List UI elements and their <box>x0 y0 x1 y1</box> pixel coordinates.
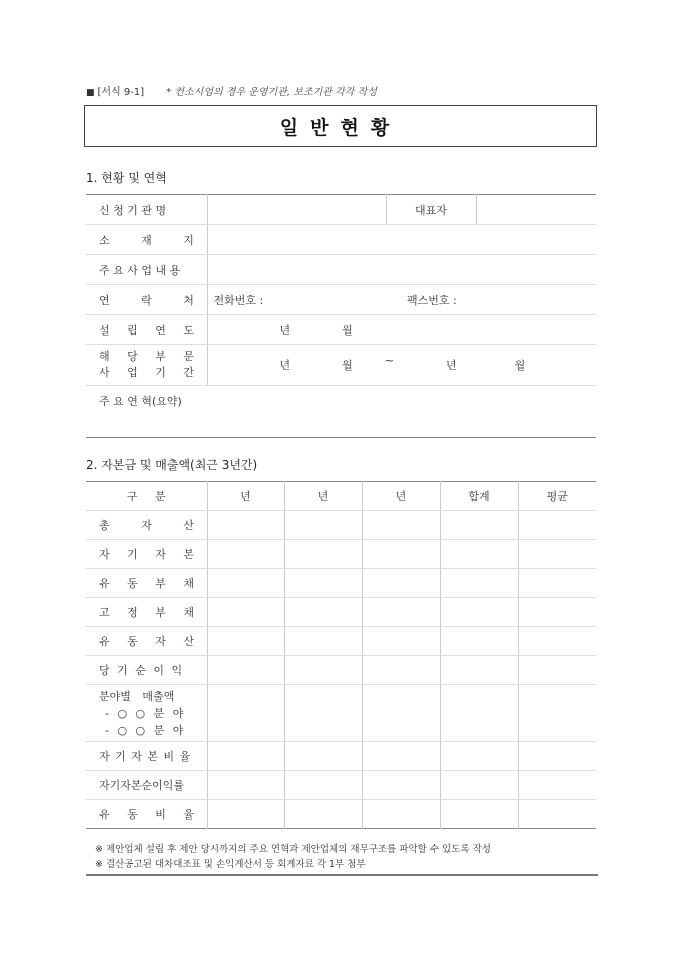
contact-label: 연 락 처 <box>86 285 207 315</box>
cell[interactable] <box>207 569 284 598</box>
footnote: ※ 결산공고된 대차대조표 및 손익계산서 등 회계자료 각 1부 첨부 <box>95 859 366 870</box>
col-header-year: 년 <box>207 482 284 511</box>
month-unit: 월 <box>342 323 353 337</box>
cell[interactable] <box>284 627 362 656</box>
founded-year-label: 설 립 연 도 <box>86 315 207 345</box>
cell[interactable] <box>207 598 284 627</box>
square-bullet-icon: ■ <box>86 88 95 98</box>
cell[interactable] <box>284 742 362 771</box>
table-row <box>86 598 596 627</box>
cell[interactable] <box>440 569 518 598</box>
cell[interactable] <box>518 511 596 540</box>
page-title: 일반현황 <box>84 105 597 147</box>
cell[interactable] <box>362 598 440 627</box>
table-row <box>86 800 596 829</box>
main-business-label: 주 요 사 업 내 용 <box>86 255 207 285</box>
capital-sales-table <box>86 481 596 829</box>
row-label: 총 자 산 <box>86 511 207 540</box>
cell[interactable] <box>362 540 440 569</box>
year-unit: 년 <box>279 323 291 337</box>
main-business-field[interactable] <box>207 255 596 285</box>
cell[interactable] <box>362 656 440 685</box>
representative-field[interactable] <box>476 195 596 225</box>
row-label: 유 동 비 율 <box>99 808 194 821</box>
table-row <box>86 225 596 255</box>
table-row <box>86 627 596 656</box>
cell[interactable] <box>207 540 284 569</box>
footnote: ※ 제안업체 설립 후 제안 당시까지의 주요 연혁과 제안업체의 재무구조를 파악할 수 있도록 작성 <box>95 844 491 855</box>
section2-title: 2. 자본금 및 매출액(최근 3년간) <box>86 458 258 472</box>
tilde: ~ <box>384 354 394 367</box>
table-row <box>86 569 596 598</box>
cell[interactable] <box>440 540 518 569</box>
cell[interactable] <box>284 540 362 569</box>
form-code-line <box>86 83 377 98</box>
table-row <box>86 685 596 742</box>
phone-field[interactable] <box>207 285 386 315</box>
row-label: 유 동 자 산 <box>86 627 207 656</box>
table-row <box>86 195 596 225</box>
cell[interactable] <box>440 771 518 800</box>
cell[interactable] <box>518 540 596 569</box>
business-period-label: 해 당 부 문 사 업 기 간 <box>86 345 207 386</box>
col-header-year: 년 <box>284 482 362 511</box>
cell[interactable] <box>440 742 518 771</box>
cell[interactable] <box>207 771 284 800</box>
table-row <box>86 656 596 685</box>
table-row <box>86 771 596 800</box>
section1-title: 1. 현황 및 연혁 <box>86 171 167 185</box>
row-label: 자 기 자 본 비 율 <box>86 742 207 771</box>
cell[interactable] <box>284 771 362 800</box>
cell[interactable] <box>284 511 362 540</box>
org-name-field[interactable] <box>207 195 386 225</box>
row-label: 자 기 자 본 <box>86 540 207 569</box>
cell[interactable] <box>362 685 440 742</box>
cell[interactable] <box>362 627 440 656</box>
table-row <box>86 345 596 386</box>
founded-year-field[interactable] <box>207 315 596 345</box>
table-row <box>86 540 596 569</box>
business-period-field[interactable] <box>207 345 596 386</box>
cell[interactable] <box>207 511 284 540</box>
cell[interactable] <box>518 771 596 800</box>
col-header-total: 합계 <box>440 482 518 511</box>
fax-field[interactable] <box>386 285 596 315</box>
end-year-unit: 년 <box>446 359 457 372</box>
cell[interactable] <box>362 569 440 598</box>
cell[interactable] <box>284 685 362 742</box>
table-row <box>86 386 596 438</box>
end-month-unit: 월 <box>514 359 526 372</box>
org-name-label: 신 청 기 관 명 <box>86 195 207 225</box>
consortium-note: * 컨소시엄의 경우 운영기관, 보조기관 각각 작성 <box>166 87 377 98</box>
representative-label: 대표자 <box>386 195 476 225</box>
bottom-divider <box>86 874 598 876</box>
cell[interactable] <box>440 685 518 742</box>
address-field[interactable] <box>207 225 596 255</box>
cell[interactable] <box>518 685 596 742</box>
row-label: 분야별 매출액 - ○ ○ 분 야 - ○ ○ 분 야 <box>86 685 207 742</box>
cell[interactable] <box>362 511 440 540</box>
col-header-year: 년 <box>362 482 440 511</box>
cell[interactable] <box>362 771 440 800</box>
cell[interactable] <box>440 656 518 685</box>
cell[interactable] <box>207 627 284 656</box>
table-row <box>86 255 596 285</box>
row-label: 고 정 부 채 <box>86 598 207 627</box>
cell[interactable] <box>518 742 596 771</box>
col-header-category: 구 분 <box>86 482 207 511</box>
row-label: 유 동 부 채 <box>86 569 207 598</box>
table-row <box>86 315 596 345</box>
cell[interactable] <box>362 800 440 829</box>
col-header-average: 평균 <box>518 482 596 511</box>
cell[interactable] <box>440 627 518 656</box>
table-row <box>86 511 596 540</box>
cell[interactable] <box>440 598 518 627</box>
address-label: 소 재 지 <box>86 225 207 255</box>
cell[interactable] <box>284 800 362 829</box>
row-label: 자기자본순이익률 <box>86 771 207 800</box>
cell[interactable] <box>207 742 284 771</box>
start-year-unit: 년 <box>279 359 291 372</box>
form-code: [서식 9-1] <box>97 87 145 98</box>
history-label: 주 요 연 혁(요약) <box>99 395 182 408</box>
status-history-table <box>86 194 596 438</box>
cell[interactable] <box>518 800 596 829</box>
cell[interactable] <box>284 598 362 627</box>
cell[interactable] <box>440 511 518 540</box>
cell[interactable] <box>362 742 440 771</box>
table-row <box>86 285 596 315</box>
cell[interactable] <box>440 800 518 829</box>
row-label: 당 기 순 이 익 <box>86 656 207 685</box>
cell[interactable] <box>518 598 596 627</box>
table-header-row <box>86 482 596 511</box>
cell[interactable] <box>207 685 284 742</box>
fax-label: 팩스번호 : <box>407 293 457 307</box>
history-field[interactable] <box>86 386 596 438</box>
table-row <box>86 742 596 771</box>
cell[interactable] <box>284 656 362 685</box>
cell[interactable] <box>207 800 284 829</box>
cell[interactable] <box>284 569 362 598</box>
phone-label: 전화번호 : <box>213 293 264 307</box>
cell[interactable] <box>518 569 596 598</box>
start-month-unit: 월 <box>342 359 353 372</box>
cell[interactable] <box>518 627 596 656</box>
cell[interactable] <box>207 656 284 685</box>
cell[interactable] <box>518 656 596 685</box>
